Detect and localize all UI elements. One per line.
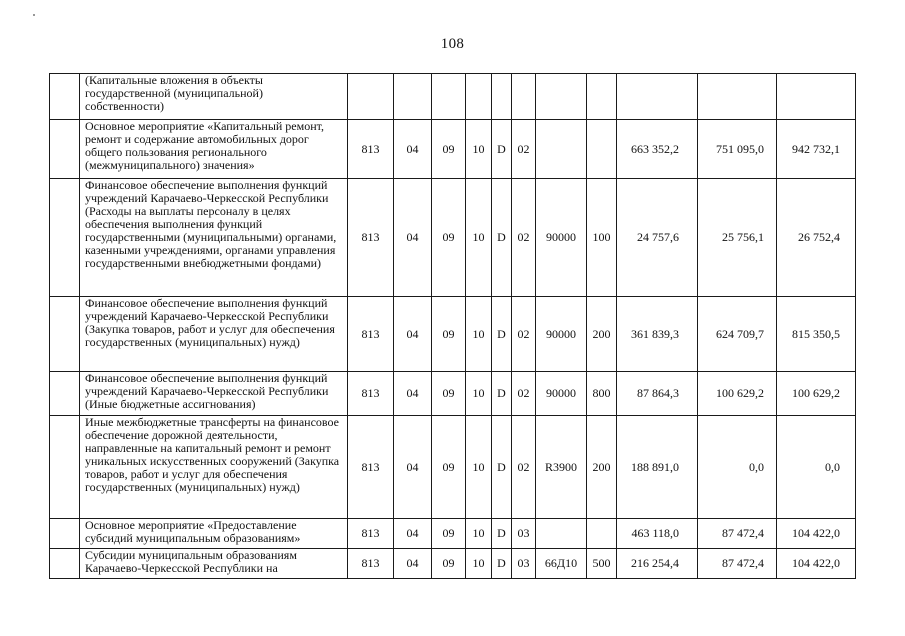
row-index-cell — [50, 416, 80, 519]
cell-amount-1: 361 839,3 — [617, 297, 698, 372]
cell-rz: 04 — [394, 179, 432, 297]
page-number: 108 — [440, 36, 465, 52]
table-row — [50, 74, 856, 120]
cell-amount-3: 26 752,4 — [777, 179, 856, 297]
cell-direction: 90000 — [536, 372, 587, 416]
cell-direction — [536, 74, 587, 120]
row-index-cell — [50, 179, 80, 297]
cell-gr: 813 — [348, 372, 394, 416]
cell-event — [512, 74, 536, 120]
table-row — [50, 120, 856, 179]
table-row — [50, 416, 856, 519]
cell-name: Основное мероприятие «Капитальный ремонт, ремонт и содержание автомобильных дорог общего пользования регионального (межмуниципального) значения» — [80, 120, 348, 179]
cell-gr: 813 — [348, 549, 394, 579]
cell-program: 10 — [466, 416, 492, 519]
table-row — [50, 297, 856, 372]
cell-amount-2: 624 709,7 — [698, 297, 777, 372]
cell-name: Финансовое обеспечение выполнения функций учреждений Карачаево-Черкесской Республики (Закупка товаров, работ и услуг для обеспечения государственных (муниципальных) нужд) — [80, 297, 348, 372]
cell-vr: 800 — [587, 372, 617, 416]
cell-gr: 813 — [348, 416, 394, 519]
cell-program: 10 — [466, 120, 492, 179]
cell-pr: 09 — [432, 519, 466, 549]
cell-amount-1: 24 757,6 — [617, 179, 698, 297]
row-index-cell — [50, 372, 80, 416]
row-index-cell — [50, 549, 80, 579]
cell-amount-2: 25 756,1 — [698, 179, 777, 297]
row-index-cell — [50, 120, 80, 179]
cell-subprogram: D — [492, 416, 512, 519]
scan-speck — [33, 14, 35, 16]
cell-event: 02 — [512, 372, 536, 416]
cell-gr: 813 — [348, 179, 394, 297]
cell-pr: 09 — [432, 416, 466, 519]
cell-subprogram: D — [492, 297, 512, 372]
cell-amount-3: 104 422,0 — [777, 519, 856, 549]
cell-vr — [587, 120, 617, 179]
cell-subprogram — [492, 74, 512, 120]
cell-amount-3: 0,0 — [777, 416, 856, 519]
cell-program — [466, 74, 492, 120]
cell-amount-3: 104 422,0 — [777, 549, 856, 579]
cell-vr: 200 — [587, 416, 617, 519]
table-row — [50, 549, 856, 579]
cell-vr: 100 — [587, 179, 617, 297]
cell-pr — [432, 74, 466, 120]
cell-name: (Капитальные вложения в объекты государственной (муниципальной) собственности) — [80, 74, 348, 120]
cell-amount-3: 100 629,2 — [777, 372, 856, 416]
cell-event: 02 — [512, 297, 536, 372]
cell-amount-1 — [617, 74, 698, 120]
cell-program: 10 — [466, 179, 492, 297]
row-index-cell — [50, 519, 80, 549]
cell-program: 10 — [466, 297, 492, 372]
cell-rz: 04 — [394, 416, 432, 519]
cell-amount-1: 216 254,4 — [617, 549, 698, 579]
cell-amount-2: 87 472,4 — [698, 519, 777, 549]
cell-amount-1: 663 352,2 — [617, 120, 698, 179]
cell-gr: 813 — [348, 519, 394, 549]
cell-event: 02 — [512, 416, 536, 519]
cell-subprogram: D — [492, 549, 512, 579]
cell-direction — [536, 120, 587, 179]
cell-rz: 04 — [394, 120, 432, 179]
row-index-cell — [50, 74, 80, 120]
cell-program: 10 — [466, 549, 492, 579]
cell-direction: 90000 — [536, 297, 587, 372]
cell-amount-2 — [698, 74, 777, 120]
cell-rz — [394, 74, 432, 120]
cell-rz: 04 — [394, 297, 432, 372]
cell-direction: R3900 — [536, 416, 587, 519]
cell-pr: 09 — [432, 549, 466, 579]
cell-amount-1: 463 118,0 — [617, 519, 698, 549]
cell-amount-2: 0,0 — [698, 416, 777, 519]
cell-pr: 09 — [432, 120, 466, 179]
cell-rz: 04 — [394, 372, 432, 416]
cell-name: Иные межбюджетные трансферты на финансовое обеспечение дорожной деятельности, направленные на капитальный ремонт и ремонт уникальных искусственных сооружений (Закупка товаров, работ и услуг для обеспечения государственных (муниципальных) нужд) — [80, 416, 348, 519]
cell-event: 02 — [512, 179, 536, 297]
cell-amount-2: 100 629,2 — [698, 372, 777, 416]
cell-amount-2: 751 095,0 — [698, 120, 777, 179]
table-row — [50, 179, 856, 297]
cell-event: 03 — [512, 519, 536, 549]
cell-event: 02 — [512, 120, 536, 179]
cell-amount-3: 815 350,5 — [777, 297, 856, 372]
cell-amount-3: 942 732,1 — [777, 120, 856, 179]
cell-gr: 813 — [348, 120, 394, 179]
cell-direction — [536, 519, 587, 549]
cell-amount-1: 188 891,0 — [617, 416, 698, 519]
table-row — [50, 372, 856, 416]
cell-vr: 200 — [587, 297, 617, 372]
cell-program: 10 — [466, 372, 492, 416]
cell-vr — [587, 519, 617, 549]
cell-vr: 500 — [587, 549, 617, 579]
cell-name: Основное мероприятие «Предоставление субсидий муниципальным образованиям» — [80, 519, 348, 549]
cell-pr: 09 — [432, 372, 466, 416]
cell-rz: 04 — [394, 549, 432, 579]
cell-amount-1: 87 864,3 — [617, 372, 698, 416]
cell-name: Субсидии муниципальным образованиям Карачаево-Черкесской Республики на — [80, 549, 348, 579]
cell-pr: 09 — [432, 297, 466, 372]
table-row — [50, 519, 856, 549]
cell-gr: 813 — [348, 297, 394, 372]
cell-direction: 90000 — [536, 179, 587, 297]
cell-pr: 09 — [432, 179, 466, 297]
budget-table — [49, 73, 856, 579]
cell-direction: 66Д10 — [536, 549, 587, 579]
cell-gr — [348, 74, 394, 120]
cell-program: 10 — [466, 519, 492, 549]
cell-subprogram: D — [492, 120, 512, 179]
cell-vr — [587, 74, 617, 120]
row-index-cell — [50, 297, 80, 372]
cell-rz: 04 — [394, 519, 432, 549]
cell-amount-2: 87 472,4 — [698, 549, 777, 579]
cell-subprogram: D — [492, 179, 512, 297]
cell-amount-3 — [777, 74, 856, 120]
cell-subprogram: D — [492, 372, 512, 416]
cell-name: Финансовое обеспечение выполнения функций учреждений Карачаево-Черкесской Республики (Расходы на выплаты персоналу в целях обеспечения выполнения функций государственными (муниципальными) органами, казенными учреждениями, органами управления государственными внебюджетными фондами) — [80, 179, 348, 297]
cell-subprogram: D — [492, 519, 512, 549]
cell-name: Финансовое обеспечение выполнения функций учреждений Карачаево-Черкесской Республики (Иные бюджетные ассигнования) — [80, 372, 348, 416]
cell-event: 03 — [512, 549, 536, 579]
